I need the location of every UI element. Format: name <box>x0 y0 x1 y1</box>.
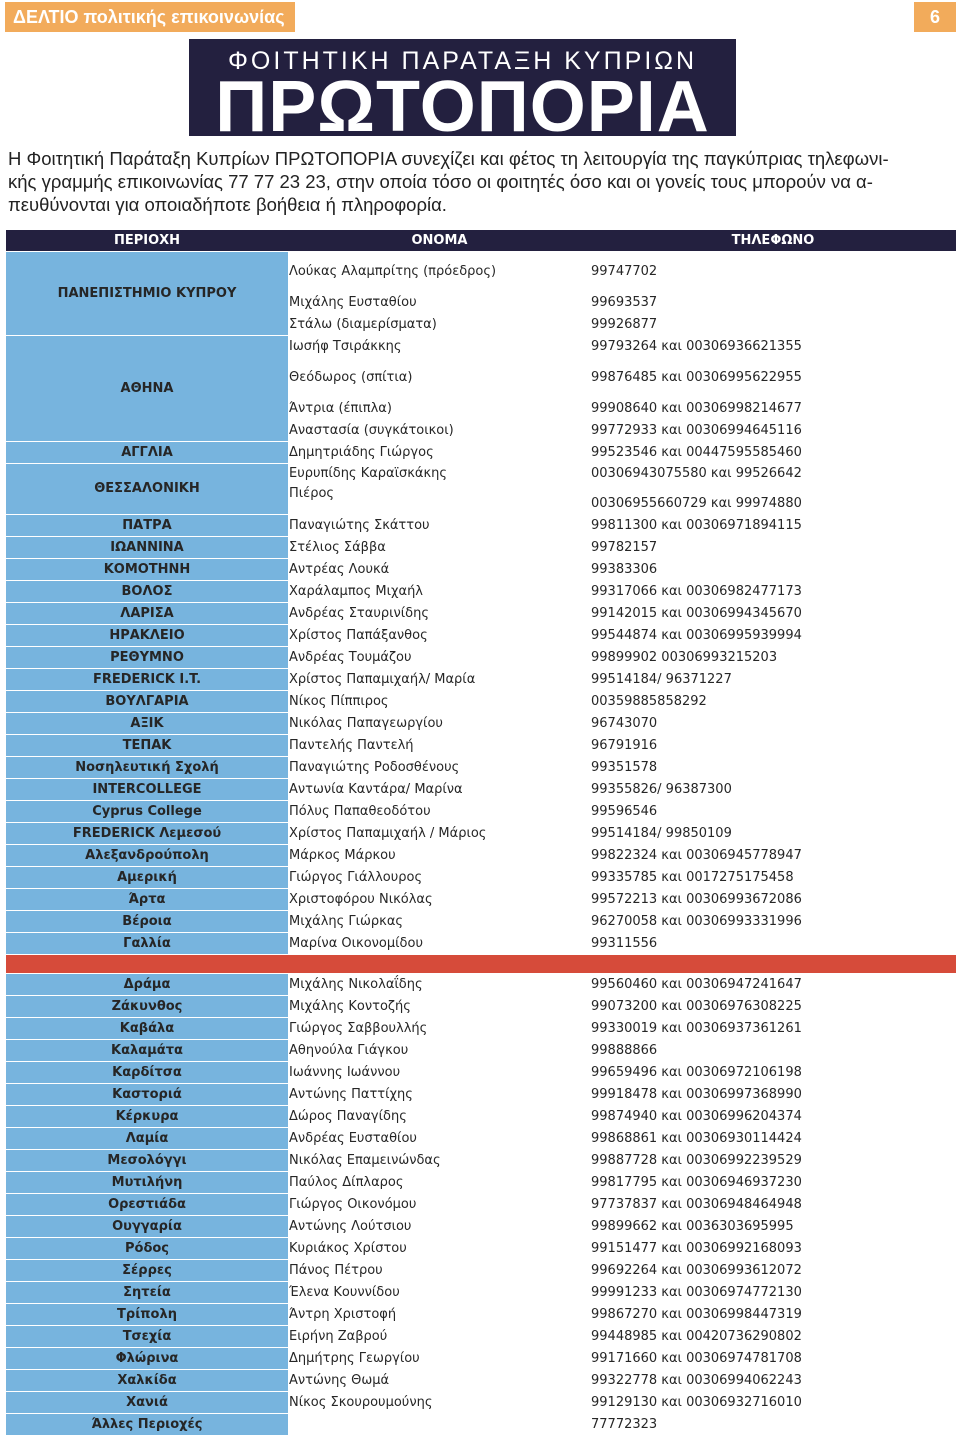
table-row <box>6 669 956 691</box>
region-cell: Καβάλα <box>6 1018 289 1040</box>
contact-name: Μιχάλης Νικολαΐδης <box>289 974 591 996</box>
contact-phone: 99351578 <box>591 757 956 779</box>
contact-phone: 99876485 και 00306995622955 <box>591 358 956 389</box>
region-cell: ΒΟΥΛΓΑΡΙΑ <box>6 691 289 713</box>
region-cell: Καστοριά <box>6 1084 289 1106</box>
table-row <box>6 515 956 537</box>
contact-name: Αντώνης Παττίχης <box>289 1084 591 1106</box>
table-row <box>6 1106 956 1128</box>
contact-phone: 99596546 <box>591 801 956 823</box>
contact-phone: 99659496 και 00306972106198 <box>591 1062 956 1084</box>
table-row <box>6 1260 956 1282</box>
contact-phone <box>591 464 956 515</box>
contact-name <box>289 1414 591 1436</box>
region-cell: ΛΑΡΙΣΑ <box>6 603 289 625</box>
table-row <box>6 1216 956 1238</box>
contact-phone: 99782157 <box>591 537 956 559</box>
contact-phone: 99330019 και 00306937361261 <box>591 1018 956 1040</box>
table-row <box>6 1238 956 1260</box>
contact-name: Έλενα Κουννίδου <box>289 1282 591 1304</box>
region-cell: ΤΕΠΑΚ <box>6 735 289 757</box>
contact-name: Αντώνης Θωμά <box>289 1370 591 1392</box>
table-row <box>6 735 956 757</box>
contact-name: Γιώργος Σαββουλλής <box>289 1018 591 1040</box>
table-row <box>6 537 956 559</box>
contacts-body <box>6 252 956 1436</box>
contact-phone: 97737837 και 00306948464948 <box>591 1194 956 1216</box>
region-cell: Σητεία <box>6 1282 289 1304</box>
contact-name: Πάνος Πέτρου <box>289 1260 591 1282</box>
contact-phone: 99888866 <box>591 1040 956 1062</box>
region-cell: Ορεστιάδα <box>6 1194 289 1216</box>
table-row <box>6 1062 956 1084</box>
contact-phone: 99926877 <box>591 314 956 336</box>
contact-phone: 96270058 και 00306993331996 <box>591 911 956 933</box>
contact-name: Χαράλαμπος Μιχαήλ <box>289 581 591 603</box>
region-cell: ΠΑΝΕΠΙΣΤΗΜΙΟ ΚΥΠΡΟΥ <box>6 252 289 336</box>
table-row <box>6 889 956 911</box>
contact-name <box>289 464 591 515</box>
contact-phone: 99822324 και 00306945778947 <box>591 845 956 867</box>
contact-name: Δημήτρης Γεωργίου <box>289 1348 591 1370</box>
region-cell: Γαλλία <box>6 933 289 955</box>
column-header-phone: ΤΗΛΕΦΩΝΟ <box>591 230 956 252</box>
contact-phone: 99322778 και 00306994062243 <box>591 1370 956 1392</box>
contact-phone: 99335785 και 0017275175458 <box>591 867 956 889</box>
contact-name: Στάλω (διαμερίσματα) <box>289 314 591 336</box>
intro-line: πευθύνονται για οποιαδήποτε βοήθεια ή πληροφορία. <box>8 194 447 215</box>
contact-phone: 99747702 <box>591 252 956 283</box>
region-cell: Καρδίτσα <box>6 1062 289 1084</box>
contact-name: Ανδρέας Σταυρινίδης <box>289 603 591 625</box>
section-divider-cell <box>6 955 956 974</box>
logo-subtitle: ΦΟΙΤΗΤΙΚΗ ΠΑΡΑΤΑΞΗ ΚΥΠΡΙΩΝ <box>227 47 698 75</box>
table-row <box>6 996 956 1018</box>
contact-name-line: Πιέρος <box>289 486 335 501</box>
region-cell: ΚΟΜΟΤΗΝΗ <box>6 559 289 581</box>
table-row <box>6 336 956 358</box>
contact-phone: 99073200 και 00306976308225 <box>591 996 956 1018</box>
contact-name: Πόλυς Παπαθεοδότου <box>289 801 591 823</box>
contact-phone: 99693537 <box>591 283 956 314</box>
name-lines <box>289 464 590 504</box>
page-number: 6 <box>914 2 956 32</box>
contact-name: Θεόδωρος (σπίτια) <box>289 358 591 389</box>
table-row <box>6 625 956 647</box>
region-cell: Μεσολόγγι <box>6 1150 289 1172</box>
contact-name: Γιώργος Γιάλλουρος <box>289 867 591 889</box>
contact-name: Νικόλας Παπαγεωργίου <box>289 713 591 735</box>
section-divider <box>6 955 956 974</box>
contact-phone: 99692264 και 00306993612072 <box>591 1260 956 1282</box>
table-row <box>6 559 956 581</box>
contact-name: Μιχάλης Ευσταθίου <box>289 283 591 314</box>
contact-phone: 99129130 και 00306932716010 <box>591 1392 956 1414</box>
contact-phone: 99899902 00306993215203 <box>591 647 956 669</box>
region-cell: Νοσηλευτική Σχολή <box>6 757 289 779</box>
contact-phone: 99311556 <box>591 933 956 955</box>
contact-phone: 99355826/ 96387300 <box>591 779 956 801</box>
contact-phone: 99899662 και 003630369599​5 <box>591 1216 956 1238</box>
region-cell: Αμερική <box>6 867 289 889</box>
table-row <box>6 974 956 996</box>
contact-phone: 99793264 και 00306936621355 <box>591 336 956 358</box>
table-row <box>6 1040 956 1062</box>
region-cell: ΑΓΓΛΙΑ <box>6 442 289 464</box>
region-cell: Άρτα <box>6 889 289 911</box>
contact-name: Παναγιώτης Σκάττου <box>289 515 591 537</box>
region-cell: ΒΟΛΟΣ <box>6 581 289 603</box>
table-row <box>6 464 956 515</box>
contact-phone: 96743070 <box>591 713 956 735</box>
contact-phone: 99867270 και 00306998447319 <box>591 1304 956 1326</box>
region-cell: ΑΞΙΚ <box>6 713 289 735</box>
contact-phone: 99817795 και 00306946937230 <box>591 1172 956 1194</box>
region-cell: Καλαμάτα <box>6 1040 289 1062</box>
contact-name: Στέλιος Σάββα <box>289 537 591 559</box>
contact-phone: 99142015 και 00306994345670 <box>591 603 956 625</box>
contact-name: Αντωνία Καντάρα/ Μαρίνα <box>289 779 591 801</box>
region-cell: Κέρκυρα <box>6 1106 289 1128</box>
contact-phone: 00359885858292 <box>591 691 956 713</box>
region-cell: Τσεχία <box>6 1326 289 1348</box>
table-row <box>6 1304 956 1326</box>
contact-name: Χριστοφόρου Νικόλας <box>289 889 591 911</box>
contact-name: Παντελής Παντελή <box>289 735 591 757</box>
contact-phone: 99448985 και 00420736290802 <box>591 1326 956 1348</box>
table-row <box>6 779 956 801</box>
contact-name: Ανδρέας Ευσταθίου <box>289 1128 591 1150</box>
table-row <box>6 933 956 955</box>
region-cell: ΗΡΑΚΛΕΙΟ <box>6 625 289 647</box>
table-row <box>6 1348 956 1370</box>
contact-phone: 99908640 και 00306998214677 <box>591 389 956 420</box>
contact-name: Μαρίνα Οικονομίδου <box>289 933 591 955</box>
table-row <box>6 442 956 464</box>
contact-phone: 99171660 και 00306974781708 <box>591 1348 956 1370</box>
table-row <box>6 603 956 625</box>
contact-name: Ιωάννης Ιωάννου <box>289 1062 591 1084</box>
contact-name: Αντρέας Λουκά <box>289 559 591 581</box>
region-cell: Ρόδος <box>6 1238 289 1260</box>
region-cell: ΡΕΘΥΜΝΟ <box>6 647 289 669</box>
region-cell: Ουγγαρία <box>6 1216 289 1238</box>
contact-phone: 99887728 και 00306992239529 <box>591 1150 956 1172</box>
contact-name: Αναστασία (συγκάτοικοι) <box>289 420 591 442</box>
table-row <box>6 1150 956 1172</box>
region-cell: Ζάκυνθος <box>6 996 289 1018</box>
region-cell: ΘΕΣΣΑΛΟΝΙΚΗ <box>6 464 289 515</box>
region-cell: Μυτιλήνη <box>6 1172 289 1194</box>
table-row <box>6 1392 956 1414</box>
table-row <box>6 1370 956 1392</box>
table-row <box>6 1194 956 1216</box>
contact-name: Νίκος Σκουρουμούνης <box>289 1392 591 1414</box>
table-row <box>6 867 956 889</box>
contact-phone: 99317066 και 00306982477173 <box>591 581 956 603</box>
region-cell: Χανιά <box>6 1392 289 1414</box>
region-cell: ΑΘΗΝΑ <box>6 336 289 442</box>
contact-name: Ιωσήφ Τσιράκκης <box>289 336 591 358</box>
table-row <box>6 801 956 823</box>
region-cell: INTERCOLLEGE <box>6 779 289 801</box>
region-cell: Βέροια <box>6 911 289 933</box>
contact-name: Δώρος Παναγίδης <box>289 1106 591 1128</box>
contact-name-line: Ευρυπίδης Καραϊσκάκης <box>289 466 448 481</box>
region-cell: Τρίπολη <box>6 1304 289 1326</box>
table-row <box>6 1128 956 1150</box>
contact-name: Κυριάκος Χρίστου <box>289 1238 591 1260</box>
table-row <box>6 647 956 669</box>
contact-name: Χρίστος Παπαμιχαήλ / Μάριος <box>289 823 591 845</box>
region-cell: ΠΑΤΡΑ <box>6 515 289 537</box>
region-cell: Δράμα <box>6 974 289 996</box>
region-cell: Άλλες Περιοχές <box>6 1414 289 1436</box>
phone-lines <box>591 464 955 514</box>
contact-name: Μάρκος Μάρκου <box>289 845 591 867</box>
contact-name: Γιώργος Οικονόμου <box>289 1194 591 1216</box>
table-row <box>6 911 956 933</box>
contact-phone: 99523546 και 00447595585460 <box>591 442 956 464</box>
protoporia-logo <box>189 39 736 136</box>
contact-name: Χρίστος Παπαμιχαήλ/ Μαρία <box>289 669 591 691</box>
contact-name: Άντρη Χριστοφή <box>289 1304 591 1326</box>
column-header-region: ΠΕΡΙΟΧΗ <box>6 230 289 252</box>
table-row <box>6 757 956 779</box>
contact-phone: 99544874 και 00306995939994 <box>591 625 956 647</box>
contact-phone: 96791916 <box>591 735 956 757</box>
table-row <box>6 713 956 735</box>
table-row <box>6 1018 956 1040</box>
table-row <box>6 1172 956 1194</box>
region-cell: Φλώρινα <box>6 1348 289 1370</box>
contact-name: Ειρήνη Ζαβρού <box>289 1326 591 1348</box>
contact-phone: 99868861 και 00306930114424 <box>591 1128 956 1150</box>
region-cell: Αλεξανδρούπολη <box>6 845 289 867</box>
contact-phone: 99572213 και 00306993672086 <box>591 889 956 911</box>
contact-phone-line: 00306943075580 και 99526642 <box>591 466 802 481</box>
contact-name: Αθηνούλα Γιάγκου <box>289 1040 591 1062</box>
table-row <box>6 823 956 845</box>
intro-line: Η Φοιτητική Παράταξη Κυπρίων ΠΡΩΤΟΠΟΡΙΑ συνεχίζει και φέτος τη λειτουργία της παγκύπριας τηλεφωνι- <box>8 148 889 169</box>
contacts-table <box>5 230 956 1436</box>
region-cell: FREDERICK Λεμεσού <box>6 823 289 845</box>
contact-phone: 99991233 και 00306974772130 <box>591 1282 956 1304</box>
contact-name: Παναγιώτης Ροδοσθένους <box>289 757 591 779</box>
contact-name: Μιχάλης Κοντοζής <box>289 996 591 1018</box>
logo-title: ΠΡΩΤΟΠΟΡΙΑ <box>215 67 710 136</box>
contact-phone: 99514184/ 96371227 <box>591 669 956 691</box>
column-header-name: ΟΝΟΜΑ <box>289 230 591 252</box>
table-header-row <box>6 230 956 252</box>
bulletin-title: ΔΕΛΤΙΟ πολιτικής επικοινωνίας <box>13 7 285 27</box>
contact-phone: 99514184/ 99850109 <box>591 823 956 845</box>
contact-phone: 99383306 <box>591 559 956 581</box>
region-cell: Χαλκίδα <box>6 1370 289 1392</box>
intro-paragraph <box>8 147 953 216</box>
table-row <box>6 1414 956 1436</box>
contact-name: Λούκας Αλαμπρίτης (πρόεδρος) <box>289 252 591 283</box>
contact-name: Νίκος Πίππιρος <box>289 691 591 713</box>
contact-phone: 77772323 <box>591 1414 956 1436</box>
table-row <box>6 845 956 867</box>
contact-name: Παύλος Δίπλαρος <box>289 1172 591 1194</box>
intro-line: κής γραμμής επικοινωνίας 77 77 23 23, στην οποία τόσο οι φοιτητές όσο και οι γονείς τους μπορούν να α- <box>8 171 873 192</box>
region-cell: Σέρρες <box>6 1260 289 1282</box>
table-row <box>6 1084 956 1106</box>
region-cell: FREDERICK I.T. <box>6 669 289 691</box>
table-row <box>6 1282 956 1304</box>
region-cell: ΙΩΑΝΝΙΝΑ <box>6 537 289 559</box>
contact-name: Ανδρέας Τουμάζου <box>289 647 591 669</box>
table-row <box>6 1326 956 1348</box>
contact-phone: 99918478 και 00306997368990 <box>591 1084 956 1106</box>
table-row <box>6 252 956 283</box>
contact-phone: 99874940 και 00306996204374 <box>591 1106 956 1128</box>
contact-name: Αντώνης Λούτσιου <box>289 1216 591 1238</box>
table-row <box>6 581 956 603</box>
region-cell: Cyprus College <box>6 801 289 823</box>
region-cell: Λαμία <box>6 1128 289 1150</box>
contact-phone-line: 00306955660729 και 99974880 <box>591 496 802 511</box>
contact-name: Χρίστος Παπάξανθος <box>289 625 591 647</box>
contact-name: Δημητριάδης Γιώργος <box>289 442 591 464</box>
contact-name: Άντρια (έπιπλα) <box>289 389 591 420</box>
table-row <box>6 691 956 713</box>
contact-name: Μιχάλης Γιώρκας <box>289 911 591 933</box>
contact-phone: 99772933 και 00306994645116 <box>591 420 956 442</box>
contact-phone: 99560460 και 00306947241647 <box>591 974 956 996</box>
bulletin-title-bar <box>5 2 295 32</box>
contact-phone: 99811300 και 00306971894115 <box>591 515 956 537</box>
contact-phone: 99151477 και 00306992168093 <box>591 1238 956 1260</box>
contact-name: Νικόλας Επαμεινώνδας <box>289 1150 591 1172</box>
